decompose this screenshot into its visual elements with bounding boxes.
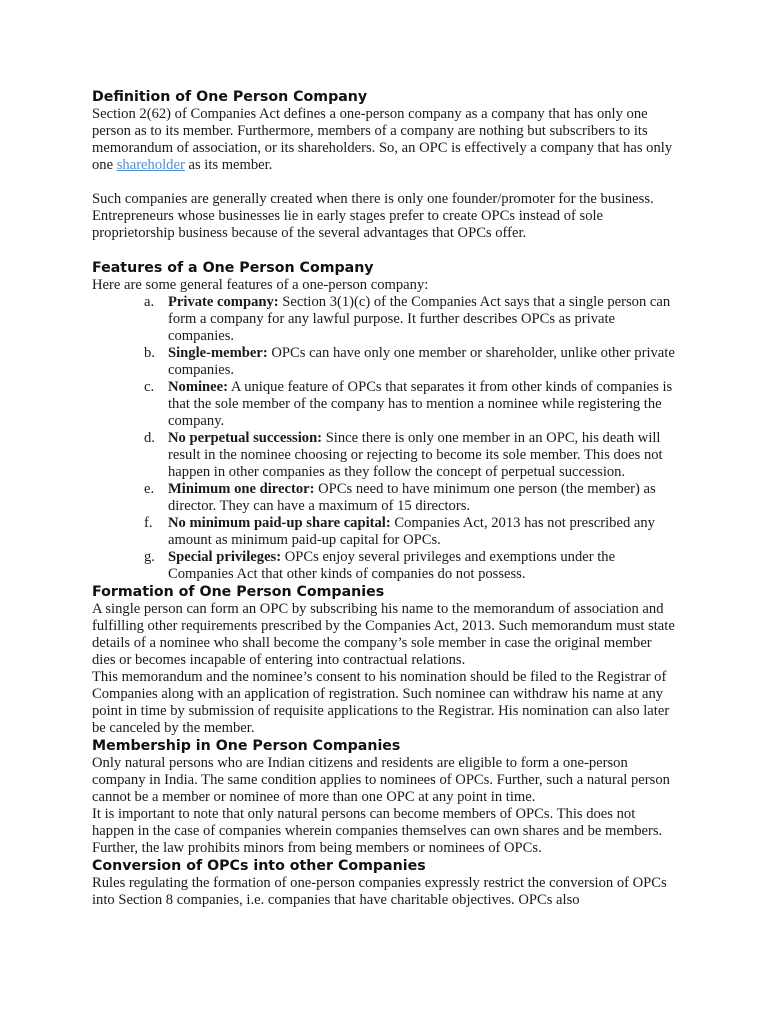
conversion-paragraph-1: Rules regulating the formation of one-person companies expressly restrict the conversion of OPCs into Section 8 companies, i.e. companies that have charitable objectives. OPCs also bbox=[92, 875, 667, 908]
list-item bbox=[92, 294, 677, 345]
definition-paragraph-2: Such companies are generally created when there is only one founder/promoter for the business. Entrepreneurs whose businesses lie in early stages prefer to create OPCs instead of sole proprietorship business because of the several advantages that OPCs offer. bbox=[92, 191, 654, 241]
definition-heading: Definition of One Person Company bbox=[92, 89, 368, 105]
list-item bbox=[92, 549, 677, 583]
membership-heading: Membership in One Person Companies bbox=[92, 738, 401, 754]
list-marker: f. bbox=[144, 515, 153, 531]
definition-text-after-link: as its member. bbox=[184, 157, 273, 173]
feature-term: No minimum paid-up share capital: bbox=[168, 515, 391, 531]
feature-text: Companies Act, 2013 has not prescribed any amount as minimum paid-up capital for OPCs. bbox=[168, 515, 655, 548]
membership-paragraph-2: It is important to note that only natural persons can become members of OPCs. This does not happen in the case of companies wherein companies themselves can own shares and be members. Further, the law prohibits minors from being members or nominees of OPCs. bbox=[92, 806, 663, 856]
section-spacer bbox=[92, 242, 677, 259]
features-intro: Here are some general features of a one-person company: bbox=[92, 277, 429, 293]
formation-paragraph-1: A single person can form an OPC by subscribing his name to the memorandum of association and fulfilling other requirements prescribed by the Companies Act, 2013. Such memorandum must state details of a nominee who shall become the company’s sole member in case the original member dies or becomes incapable of entering into contractual relations. bbox=[92, 601, 675, 668]
list-item bbox=[92, 379, 677, 430]
list-item bbox=[92, 345, 677, 379]
list-item bbox=[92, 481, 677, 515]
conversion-heading: Conversion of OPCs into other Companies bbox=[92, 858, 426, 874]
feature-term: Private company: bbox=[168, 294, 279, 310]
definition-paragraph-1 bbox=[92, 106, 677, 174]
list-marker: c. bbox=[144, 379, 155, 395]
list-marker: e. bbox=[144, 481, 155, 497]
feature-text: Section 3(1)(c) of the Companies Act says that a single person can form a company for any lawful purpose. It further describes OPCs as private companies. bbox=[168, 294, 671, 344]
list-marker: a. bbox=[144, 294, 155, 310]
document-page bbox=[92, 88, 677, 909]
feature-text: OPCs can have only one member or shareholder, unlike other private companies. bbox=[168, 345, 675, 378]
features-list bbox=[92, 294, 677, 583]
list-marker: b. bbox=[144, 345, 155, 361]
feature-text: OPCs need to have minimum one person (the member) as director. They can have a maximum of 15 directors. bbox=[168, 481, 656, 514]
formation-heading: Formation of One Person Companies bbox=[92, 584, 385, 600]
feature-term: No perpetual succession: bbox=[168, 430, 323, 446]
list-marker: g. bbox=[144, 549, 155, 565]
list-item bbox=[92, 430, 677, 481]
feature-term: Minimum one director: bbox=[168, 481, 315, 497]
membership-paragraph-1: Only natural persons who are Indian citizens and residents are eligible to form a one-person company in India. The same condition applies to nominees of OPCs. Further, such a natural person cannot be a member or nominee of more than one OPC at any point in time. bbox=[92, 755, 670, 805]
feature-text: A unique feature of OPCs that separates it from other kinds of companies is that the sole member of the company has to mention a nominee while registering the company. bbox=[168, 379, 673, 429]
feature-term: Nominee: bbox=[168, 379, 228, 395]
list-marker: d. bbox=[144, 430, 155, 446]
feature-text: Since there is only one member in an OPC, his death will result in the nominee choosing or rejecting to become its sole member. This does not happen in other companies as they follow the concept of perpetual succession. bbox=[168, 430, 663, 480]
feature-term: Special privileges: bbox=[168, 549, 282, 565]
feature-term: Single-member: bbox=[168, 345, 268, 361]
features-heading: Features of a One Person Company bbox=[92, 260, 374, 276]
feature-text: OPCs enjoy several privileges and exemptions under the Companies Act that other kinds of companies do not possess. bbox=[168, 549, 616, 582]
shareholder-link[interactable]: shareholder bbox=[116, 157, 185, 173]
paragraph-spacer bbox=[92, 174, 677, 191]
formation-paragraph-2: This memorandum and the nominee’s consent to his nomination should be filed to the Registrar of Companies along with an application of registration. Such nominee can withdraw his name at any point in time by submission of requisite applications to the Registrar. His nomination can also later be canceled by the member. bbox=[92, 669, 670, 736]
definition-text-before-link: Section 2(62) of Companies Act defines a one-person company as a company that has only one person as to its member. Furthermore, members of a company are nothing but subscribers to its memorandum of association, or its shareholders. So, an OPC is effectively a company that has only one bbox=[92, 106, 673, 173]
list-item bbox=[92, 515, 677, 549]
